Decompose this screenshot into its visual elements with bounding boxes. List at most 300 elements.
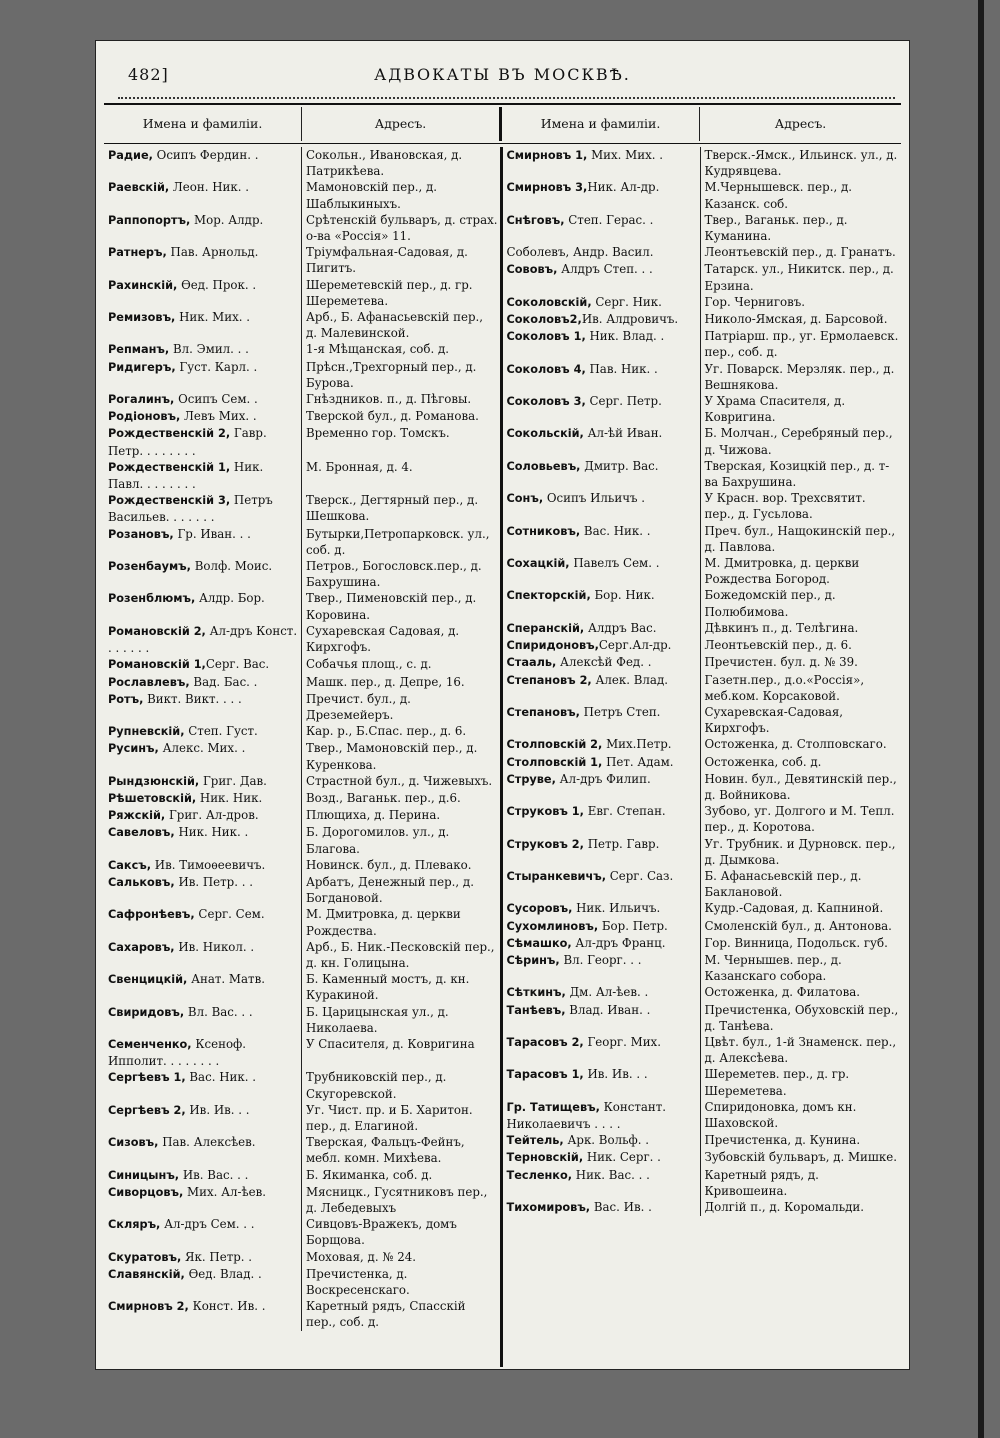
lawyer-given-names: Мих.Петр. (602, 737, 672, 752)
lawyer-surname: Сѣткинъ, (506, 986, 566, 1000)
lawyer-given-names: Ник. Влад. . (585, 329, 665, 344)
lawyer-address: Гор. Винница, Подольск. губ. (704, 935, 888, 950)
lawyer-given-names: Алексѣй Фед. . (556, 655, 652, 670)
lawyer-surname: Рѣшетовскій, (108, 791, 197, 805)
lawyer-address: У Храма Спасителя, д. Ковригина. (704, 394, 846, 425)
directory-entry (104, 740, 500, 772)
lawyer-surname: Скляръ, (108, 1218, 161, 1232)
lawyer-surname: Спекторскій, (506, 589, 591, 603)
lawyer-name (503, 311, 701, 328)
lawyer-surname: Сокольскій, (506, 427, 584, 441)
lawyer-address: Временно гор. Томскъ. (306, 426, 450, 441)
lawyer-address: Шереметевскій пер., д. гр. Шереметева. (306, 277, 473, 308)
lawyer-address: Тріумфальная-Садовая, д. Пигитъ. (306, 245, 468, 276)
directory-entry (104, 824, 500, 856)
directory-entry (104, 244, 500, 276)
lawyer-surname: Рождественскій 1, (108, 460, 231, 474)
lawyer-address: Газетн.пер., д.о.«Россія», меб.ком. Корсаковой. (704, 672, 865, 703)
lawyer-name (104, 1102, 302, 1134)
scan-edge (978, 0, 984, 1438)
lawyer-given-names: Мих. Ал-ѣев. (183, 1184, 267, 1199)
lawyer-name (503, 1149, 701, 1166)
directory-entry (503, 952, 902, 984)
lawyer-given-names: Дмитр. Вас. (580, 458, 659, 473)
lawyer-address: Пречистен. бул. д. № 39. (704, 655, 858, 670)
lawyer-address: Смоленскій бул., д. Антонова. (704, 918, 892, 933)
lawyer-name (104, 773, 302, 790)
lawyer-surname: Соколовъ 1, (506, 330, 586, 344)
lawyer-address: Николо-Ямская, д. Барсовой. (704, 312, 888, 327)
lawyer-given-names: Ив. Вас. . . (179, 1167, 249, 1182)
lawyer-address: Новин. бул., Девятинскій пер., д. Войникова. (704, 771, 897, 802)
lawyer-given-names: Ник. Ник. . (174, 825, 249, 840)
directory-entry (104, 1298, 500, 1330)
directory-entry (503, 425, 902, 457)
lawyer-given-names: Ал-дръ Филип. (555, 771, 651, 786)
lawyer-name (503, 393, 701, 425)
lawyer-surname: Романовскій 2, (108, 624, 206, 638)
directory-entry (104, 1102, 500, 1134)
directory-entry (503, 587, 902, 619)
col-head-names-left: Имена и фамиліи. (104, 107, 302, 141)
lawyer-address: Арб., Б. Афанасьевскій пер., д. Малевинской. (306, 310, 484, 341)
lawyer-address: Б. Афанасьевскій пер., д. Баклановой. (704, 868, 862, 900)
lawyer-address: Пречистенка, д. Кунина. (704, 1133, 861, 1148)
lawyer-name (104, 1167, 302, 1184)
lawyer-surname: Свенцицкій, (108, 973, 188, 987)
lawyer-address: Возд., Ваганьк. пер., д.6. (306, 790, 461, 805)
directory-entry (104, 906, 500, 938)
directory-entry (503, 1034, 902, 1066)
directory-entry (104, 1184, 500, 1216)
lawyer-surname: Рославлевъ, (108, 675, 190, 689)
lawyer-address: Спиридоновка, домъ кн. Шаховской. (704, 1099, 857, 1130)
lawyer-given-names: Арк. Вольф. . (563, 1133, 649, 1148)
directory-entry (503, 704, 902, 736)
directory-entry (503, 179, 902, 211)
directory-entry (104, 590, 500, 622)
lawyer-surname: Ридигеръ, (108, 360, 176, 374)
lawyer-given-names: Мор. Алдр. (190, 212, 264, 227)
lawyer-surname: Сохацкій, (506, 557, 570, 571)
lawyer-given-names: Мих. Мих. . (587, 148, 664, 162)
lawyer-given-names: Ѳед. Прок. . (177, 277, 257, 292)
directory-entry (503, 490, 902, 522)
lawyer-name (503, 261, 701, 293)
lawyer-given-names: Ив. Тимоѳеевичъ. (151, 857, 266, 872)
lawyer-surname: Тарасовъ 2, (506, 1035, 584, 1049)
directory-entry (503, 935, 902, 952)
lawyer-name (503, 918, 701, 935)
lawyer-name (503, 1034, 701, 1066)
directory-entry (503, 1167, 902, 1199)
lawyer-name (503, 754, 701, 771)
lawyer-address: Петров., Богословск.пер., д. Бахрушина. (306, 559, 482, 590)
lawyer-address: Арбатъ, Денежный пер., д. Богдановой. (306, 874, 474, 906)
directory-entry (503, 1002, 902, 1034)
lawyer-surname: Соколовъ 4, (506, 362, 586, 376)
lawyer-address: М. Бронная, д. 4. (306, 459, 413, 474)
directory-entry (503, 754, 902, 771)
lawyer-given-names: Гавр. Петр. . . . . . . . (108, 426, 267, 458)
lawyer-address: Тверск.-Ямск., Ильинск. ул., д. Кудрявцева. (704, 148, 898, 179)
book-page (95, 40, 910, 1370)
lawyer-name (503, 654, 701, 671)
lawyer-name (104, 807, 302, 824)
lawyer-address: Патріарш. пр., уг. Ермолаевск. пер., соб. д. (704, 329, 899, 360)
lawyer-given-names: Ив. Петр. . . (174, 874, 253, 889)
lawyer-given-names: Степ. Герас. . (564, 212, 654, 227)
lawyer-name (104, 1216, 302, 1248)
directory-entry (503, 1066, 902, 1098)
lawyer-given-names: Пав. Алексѣев. (158, 1135, 256, 1150)
lawyer-name (503, 935, 701, 952)
lawyer-given-names: Павелъ Сем. . (569, 556, 660, 571)
lawyer-given-names: Анат. Матв. (187, 972, 265, 987)
directory-entry (503, 393, 902, 425)
lawyer-address: Зубовскій бульваръ, д. Мишке. (704, 1150, 897, 1165)
lawyer-name (503, 1099, 701, 1132)
lawyer-address: Остоженка, соб. д. (704, 754, 822, 769)
directory-entry (104, 807, 500, 824)
lawyer-given-names: Алекс. Мих. . (158, 741, 246, 756)
lawyer-name (503, 1167, 701, 1199)
lawyer-given-names: Густ. Карл. . (175, 359, 258, 374)
directory-entry (503, 637, 902, 654)
lawyer-surname: Рупневскій, (108, 725, 185, 739)
lawyer-address: Кар. р., Б.Спас. пер., д. 6. (306, 724, 467, 739)
lawyer-surname: Розенблюмъ, (108, 592, 196, 606)
lawyer-surname: Стааль, (506, 656, 557, 670)
directory-entry (503, 803, 902, 835)
lawyer-given-names: Евг. Степан. (583, 804, 666, 819)
page-title: АДВОКАТЫ ВЪ МОСКВѢ. (374, 65, 631, 84)
lawyer-given-names: Петръ Васильев. . . . . . . (108, 493, 273, 525)
lawyer-surname: Танѣевъ, (506, 1003, 566, 1017)
lawyer-address: Тверская, Фальцъ-Фейнъ, мебл. комн. Михѣева. (306, 1135, 465, 1166)
lawyer-name (104, 391, 302, 408)
lawyer-name (104, 790, 302, 807)
directory-entry (104, 212, 500, 244)
lawyer-address: Собачья площ., с. д. (306, 657, 432, 672)
lawyer-surname: Сергѣевъ 2, (108, 1103, 186, 1117)
lawyer-address: Б. Каменный мостъ, д. кн. Куракиной. (306, 972, 470, 1003)
directory-entry (503, 672, 902, 704)
lawyer-surname: Стыранкевичъ, (506, 869, 606, 883)
directory-entry (503, 523, 902, 555)
lawyer-surname: Гр. Татищевъ, (506, 1100, 600, 1114)
directory-entry (104, 1069, 500, 1101)
lawyer-surname: Рождественскій 3, (108, 494, 231, 508)
directory-entry (104, 1266, 500, 1298)
lawyer-given-names: Левъ Мих. . (180, 409, 257, 424)
lawyer-address: Преч. бул., Нащокинскій пер., д. Павлова. (704, 523, 896, 554)
lawyer-name (503, 1199, 701, 1216)
lawyer-given-names: Алек. Влад. (591, 672, 668, 687)
directory-entry (503, 1199, 902, 1216)
lawyer-given-names: Ал-дръ Франц. (571, 935, 666, 950)
lawyer-name (503, 704, 701, 736)
lawyer-address: Каретный рядъ, Спасскій пер., соб. д. (306, 1299, 466, 1330)
lawyer-given-names: Осипъ Фердин. . (152, 148, 259, 162)
lawyer-address: Срѣтенскій бульваръ, д. страх. о-ва «Россія» 11. (306, 212, 498, 244)
lawyer-given-names: Конст. Ив. . (188, 1299, 266, 1314)
lawyer-name (503, 425, 701, 457)
lawyer-name (503, 952, 701, 984)
lawyer-name (104, 674, 302, 691)
directory-entry (104, 492, 500, 525)
lawyer-surname: Сальковъ, (108, 875, 175, 889)
directory-entry (503, 736, 902, 753)
lawyer-given-names: Петръ Степ. (579, 704, 661, 719)
lawyer-surname: Русинъ, (108, 742, 159, 756)
lawyer-address: Уг. Чист. пр. и Б. Харитон. пер., д. Елагиной. (306, 1102, 473, 1133)
lawyer-given-names: Григ. Ал-дров. (165, 808, 259, 823)
lawyer-given-names: Ѳед. Влад. . (184, 1266, 262, 1281)
lawyer-name (503, 771, 701, 803)
lawyer-address: Тверск., Дегтярный пер., д. Шешкова. (306, 493, 479, 524)
lawyer-surname: Смирновъ 2, (108, 1300, 189, 1314)
directory-entry (104, 1249, 500, 1266)
directory-entry (503, 868, 902, 900)
lawyer-name (104, 244, 302, 276)
lawyer-name (104, 492, 302, 525)
lawyer-surname: Тейтель, (506, 1134, 564, 1148)
lawyer-surname: Сусоровъ, (506, 902, 573, 916)
directory-entry (104, 179, 500, 211)
lawyer-name (503, 523, 701, 555)
lawyer-name (503, 637, 701, 654)
lawyer-address: Сухаревская Садовая, д. Кирхгофъ. (306, 623, 460, 655)
directory-entry (104, 623, 500, 656)
lawyer-name (104, 212, 302, 244)
lawyer-address: 1-я Мѣщанская, соб. д. (306, 342, 450, 357)
lawyer-given-names: Ник. Мих. . (175, 310, 250, 325)
lawyer-surname: Сонъ, (506, 492, 544, 506)
lawyer-given-names: Пет. Адам. (602, 754, 674, 769)
lawyer-name (104, 656, 302, 673)
directory-entry (104, 408, 500, 425)
lawyer-address: Страстной бул., д. Чижевыхъ. (306, 773, 493, 788)
lawyer-address: М.Чернышевск. пер., д. Казанск. соб. (704, 180, 852, 211)
lawyer-given-names: Петр. Гавр. (583, 836, 660, 851)
lawyer-surname: Сиворцовъ, (108, 1185, 184, 1199)
lawyer-surname: Ряжскій, (108, 809, 166, 823)
directory-entry (104, 1167, 500, 1184)
directory-entry (104, 1216, 500, 1248)
lawyer-given-names: Алдръ Вас. (584, 620, 657, 635)
lawyer-given-names: Серг. Вас. (205, 657, 270, 672)
lawyer-surname: Сизовъ, (108, 1136, 159, 1150)
lawyer-address: Твер., Пименовскій пер., д. Коровина. (306, 591, 477, 622)
directory-entry (104, 459, 500, 492)
lawyer-given-names: Ал-ѣй Иван. (583, 426, 663, 441)
lawyer-address: Б. Якиманка, соб. д. (306, 1167, 433, 1182)
lawyer-surname: Радие, (108, 149, 153, 162)
lawyer-name (503, 672, 701, 704)
lawyer-given-names: Бор. Ник. (590, 588, 655, 603)
lawyer-name (503, 1002, 701, 1034)
lawyer-surname: Снѣговъ, (506, 213, 565, 227)
lawyer-surname: Раппопортъ, (108, 213, 191, 227)
lawyer-address: Пречист. бул., д. Дреземейеръ. (306, 691, 411, 722)
directory-entry (104, 723, 500, 740)
lawyer-address: Сивцовъ-Вражекъ, домъ Борщова. (306, 1217, 457, 1248)
lawyer-name (104, 408, 302, 425)
directory-entry (503, 555, 902, 587)
lawyer-address: Божедомскій пер., д. Полюбимова. (704, 588, 836, 619)
lawyer-address: Гнѣздников. п., д. Пѣговы. (306, 392, 472, 407)
lawyer-surname: Сафронѣевъ, (108, 908, 195, 922)
lawyer-given-names: Ник. Ильичъ. (572, 901, 661, 916)
lawyer-given-names: Як. Петр. . (181, 1249, 253, 1264)
page-header (96, 49, 909, 99)
lawyer-given-names: Викт. Викт. . . . (143, 691, 242, 706)
directory-entry (104, 939, 500, 971)
directory-entry (104, 341, 500, 358)
directory-entry (104, 773, 500, 790)
lawyer-given-names: Соболевъ, Андр. Васил. (506, 245, 654, 260)
lawyer-address: Пречистенка, Обуховскій пер., д. Танѣева. (704, 1002, 899, 1033)
lawyer-name (503, 868, 701, 900)
lawyer-given-names: Осипъ Ильичъ . (543, 491, 646, 506)
lawyer-given-names: Ник. Павл. . . . . . . . (108, 459, 264, 492)
lawyer-address: Машк. пер., д. Депре, 16. (306, 674, 465, 689)
lawyer-name (104, 590, 302, 622)
lawyer-name (104, 874, 302, 906)
lawyer-surname: Соколовъ 3, (506, 395, 586, 409)
lawyer-surname: Сотниковъ, (506, 524, 581, 538)
lawyer-name (503, 328, 701, 360)
lawyer-surname: Свиридовъ, (108, 1005, 185, 1019)
lawyer-surname: Ротъ, (108, 692, 144, 706)
directory-body (104, 147, 901, 1367)
lawyer-address: М. Дмитровка, д. церкви Рождества. (306, 907, 461, 938)
lawyer-address: Остоженка, д. Филатова. (704, 985, 861, 1000)
lawyer-name (503, 294, 701, 311)
lawyer-given-names: Влад. Иван. . (565, 1002, 651, 1017)
lawyer-surname: Столповскій 2, (506, 738, 603, 752)
directory-entry (104, 656, 500, 673)
lawyer-given-names: Серг. Сем. (194, 907, 265, 922)
lawyer-surname: Степановъ, (506, 705, 580, 719)
directory-entry (104, 971, 500, 1003)
lawyer-name (503, 620, 701, 637)
lawyer-surname: Раевскій, (108, 181, 170, 195)
lawyer-name (104, 277, 302, 309)
right-column (503, 147, 902, 1367)
lawyer-surname: Соколовъ2, (506, 313, 582, 327)
directory-entry (503, 771, 902, 803)
col-head-address-right: Адресъ. (774, 116, 827, 131)
lawyer-address: Сухаревская-Садовая, Кирхгофъ. (704, 704, 844, 736)
lawyer-name (104, 309, 302, 341)
lawyer-address: Шереметев. пер., д. гр. Шереметева. (704, 1067, 850, 1098)
lawyer-surname: Сухомлиновъ, (506, 919, 599, 933)
directory-entry (503, 458, 902, 490)
lawyer-name (503, 147, 701, 179)
lawyer-name (104, 691, 302, 723)
lawyer-given-names: Леон. Ник. . (169, 180, 249, 195)
lawyer-name (503, 736, 701, 753)
lawyer-given-names: Пав. Арнольд. (166, 245, 259, 260)
lawyer-address: Тверская, Козицкій пер., д. т-ва Бахрушина. (704, 458, 890, 490)
lawyer-address: Остоженка, д. Столповскаго. (704, 737, 887, 752)
lawyer-given-names: Ник. Серг. . (583, 1150, 661, 1165)
lawyer-name (104, 147, 302, 179)
lawyer-surname: Степановъ 2, (506, 673, 592, 687)
lawyer-given-names: Констант. Николаевичъ . . . . (506, 1099, 667, 1131)
lawyer-surname: Рождественскій 2, (108, 427, 231, 441)
lawyer-address: У Красн. вор. Трехсвятит. пер., д. Гусьлова. (704, 491, 866, 522)
lawyer-surname: Савеловъ, (108, 826, 175, 840)
directory-entry (503, 361, 902, 393)
col-head-names-right: Имена и фамиліи. (502, 107, 700, 141)
directory-entry (503, 900, 902, 917)
lawyer-surname: Рындзюнскій, (108, 774, 200, 788)
lawyer-name (104, 971, 302, 1003)
lawyer-name (104, 359, 302, 391)
lawyer-name (104, 1184, 302, 1216)
lawyer-name (503, 179, 701, 211)
lawyer-surname: Соловьевъ, (506, 459, 581, 473)
directory-entry (503, 311, 902, 328)
lawyer-given-names: Алдр. Бор. (195, 591, 265, 606)
lawyer-surname: Сперанскій, (506, 621, 585, 635)
lawyer-surname: Тарасовъ 1, (506, 1068, 584, 1082)
lawyer-address: Цвѣт. бул., 1-й Знаменск. пер., д. Алексѣева. (704, 1034, 897, 1066)
directory-entry (503, 261, 902, 293)
lawyer-given-names: Степ. Густ. (184, 724, 258, 739)
lawyer-given-names: Алдръ Степ. . . (557, 262, 653, 277)
directory-entry (104, 425, 500, 458)
lawyer-address: Б. Царицынская ул., д. Николаева. (306, 1004, 449, 1035)
lawyer-address: Татарск. ул., Никитск. пер., д. Ерзина. (704, 262, 894, 293)
lawyer-surname: Тесленко, (506, 1168, 573, 1182)
lawyer-given-names: Бор. Петр. (598, 918, 668, 933)
lawyer-name (503, 984, 701, 1001)
lawyer-name (503, 1066, 701, 1098)
lawyer-name (503, 587, 701, 619)
directory-entry (104, 359, 500, 391)
lawyer-given-names: Пав. Ник. . (585, 361, 658, 376)
lawyer-name (104, 1036, 302, 1069)
lawyer-address: Прѣсн.,Трехгорный пер., д. Бурова. (306, 359, 477, 390)
lawyer-given-names: Ал-дръ Конст. . . . . . . (108, 623, 298, 656)
lawyer-given-names: Серг.Ал-др. (598, 638, 672, 653)
lawyer-given-names: Вад. Бас. . (189, 674, 258, 689)
lawyer-surname: Сѣринъ, (506, 953, 560, 967)
lawyer-surname: Смирновъ 1, (506, 149, 588, 162)
lawyer-surname: Струковъ 2, (506, 837, 584, 851)
lawyer-address: Тверской бул., д. Романова. (306, 409, 479, 424)
lawyer-name (104, 1004, 302, 1036)
directory-entry (104, 857, 500, 874)
lawyer-address: Б. Дорогомилов. ул., д. Благова. (306, 825, 450, 856)
lawyer-name (104, 1266, 302, 1298)
lawyer-surname: Терновскій, (506, 1151, 584, 1165)
lawyer-surname: Струве, (506, 772, 556, 786)
directory-entry (104, 790, 500, 807)
lawyer-address: Твер., Ваганьк. пер., д. Куманина. (704, 212, 848, 244)
directory-entry (104, 1134, 500, 1166)
lawyer-given-names: Ник. Вас. . . (572, 1167, 650, 1182)
lawyer-address: М. Чернышев. пер., д. Казанскаго собора. (704, 952, 842, 984)
directory-entry (104, 277, 500, 309)
lawyer-name (104, 1298, 302, 1330)
directory-entry (503, 328, 902, 360)
directory-entry (503, 1099, 902, 1132)
